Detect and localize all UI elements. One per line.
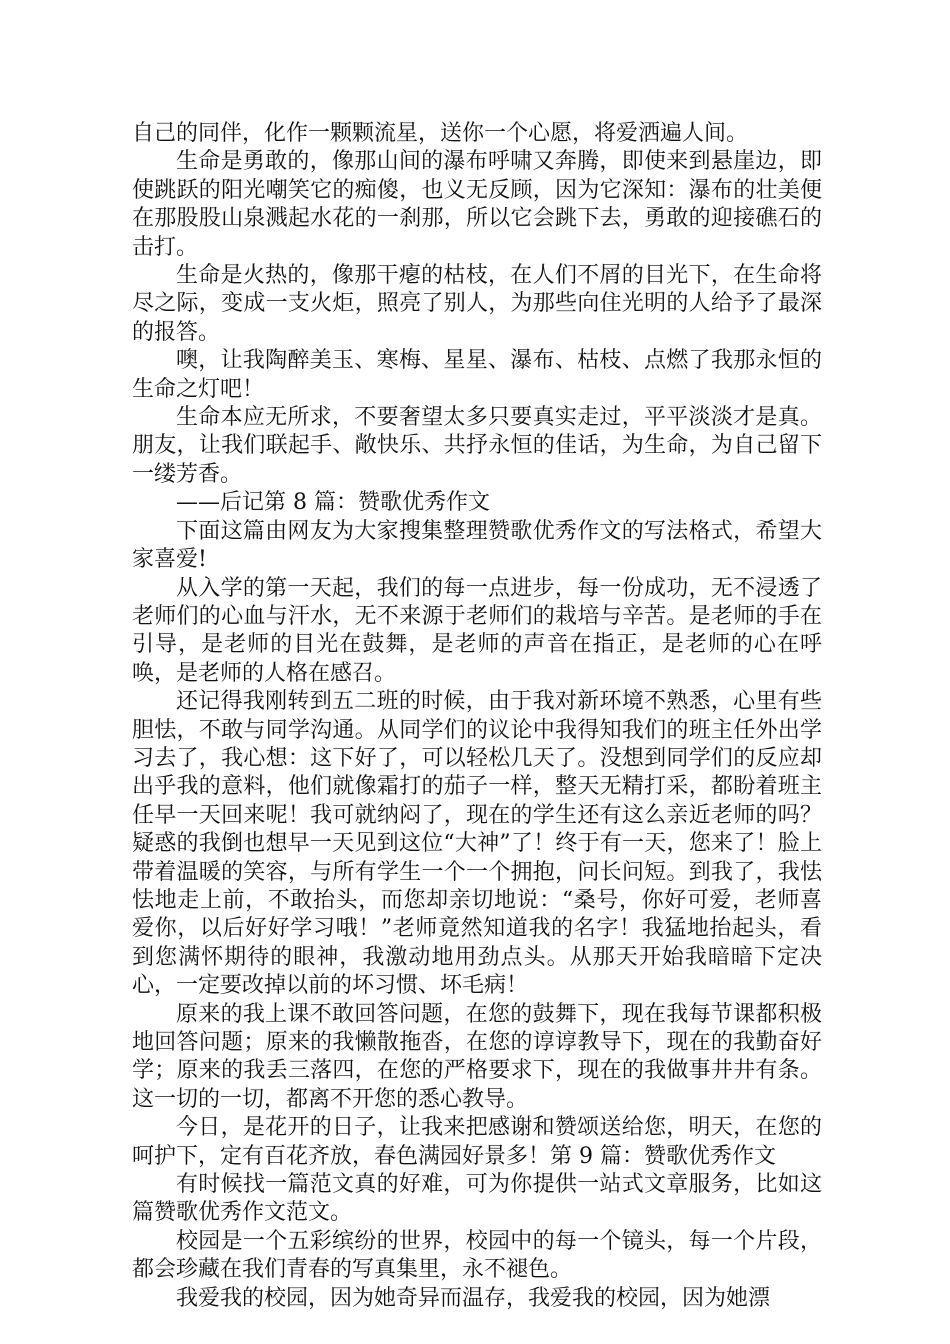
paragraph: 从入学的第一天起，我们的每一点进步，每一份成功，无不浸透了老师们的心血与汗水，无不来源于老师们的栽培与辛苦。是老师的手在引导，是老师的目光在鼓舞，是老师的声音在指正，是老师的心在呼唤，是老师的人格在感召。 — [132, 575, 822, 686]
paragraph: 下面这篇由网友为大家搜集整理赞歌优秀作文的写法格式，希望大家喜爱! — [132, 518, 822, 573]
paragraph: 今日，是花开的日子，让我来把感谢和赞颂送给您，明天，在您的呵护下，定有百花齐放，春色满园好景多！第 9 篇：赞歌优秀作文 — [132, 1115, 822, 1169]
paragraph: 我爱我的校园，因为她奇异而温存，我爱我的校园，因为她漂 — [176, 1285, 771, 1311]
paragraph: 还记得我刚转到五二班的时候，由于我对新环境不熟悉，心里有些胆怯，不敢与同学沟通。从同学们的议论中我得知我们的班主任外出学习去了，我心想：这下好了，可以轻松几天了。没想到同学们的反应却出乎我的意料，他们就像霜打的茄子一样，整天无精打采，都盼着班主任早一天回来呢！我可就纳闷了，现在的学生还有这么亲近老师的吗？疑惑的我倒也想早一天见到这位“大神”了！终于有一天，您来了！脸上带着温暖的笑容，与所有学生一个一个拥抱，问长问短。到我了，我怯怯地走上前，不敢抬头，而您却亲切地说：“桑号，你好可爱，老师喜爱你，以后好好学习哦！”老师竟然知道我的名字！我猛地抬起头，看到您满怀期待的眼神，我激动地用劲点头。从那天开始我暗暗下定决心，一定要改掉以前的坏习惯、坏毛病！ — [132, 689, 822, 999]
article-body — [132, 120, 822, 1313]
paragraph: 自己的同伴，化作一颗颗流星，送你一个心愿，将爱洒遍人间。 — [132, 121, 749, 146]
paragraph: 噢，让我陶醉美玉、寒梅、星星、瀑布、枯枝、点燃了我那永恒的生命之灯吧！ — [132, 348, 822, 402]
section-heading: ——后记第 8 篇：赞歌优秀作文 — [176, 490, 490, 516]
paragraph: 生命是勇敢的，像那山间的瀑布呼啸又奔腾，即使来到悬崖边，即使跳跃的阳光嘲笑它的痴傻，也义无反顾，因为它深知：瀑布的壮美便在那股股山泉溅起水花的一刹那，所以它会跳下去，勇敢的迎接礁石的击打。 — [132, 149, 822, 260]
paragraph: 有时候找一篇范文真的好难，可为你提供一站式文章服务，比如这篇赞歌优秀作文范文。 — [132, 1172, 822, 1226]
paragraph: 生命是火热的，像那干瘪的枯枝，在人们不屑的目光下，在生命将尽之际，变成一支火炬，照亮了别人，为那些向住光明的人给予了最深的报答。 — [132, 263, 822, 345]
paragraph: 生命本应无所求，不要奢望太多只要真实走过，平平淡淡才是真。朋友，让我们联起手、敞快乐、共抒永恒的佳话，为生命，为自己留下一缕芳香。 — [132, 405, 822, 487]
paragraph: 校园是一个五彩缤纷的世界，校园中的每一个镜头，每一个片段，都会珍藏在我们青春的写真集里，永不褪色。 — [132, 1228, 822, 1283]
paragraph: 原来的我上课不敢回答问题，在您的鼓舞下，现在我每节课都积极地回答问题；原来的我懒散拖沓，在您的谆谆教导下，现在的我勤奋好学；原来的我丢三落四，在您的严格要求下，现在的我做事井井有条。这一切的一切，都离不开您的悉心教导。 — [132, 1001, 822, 1112]
